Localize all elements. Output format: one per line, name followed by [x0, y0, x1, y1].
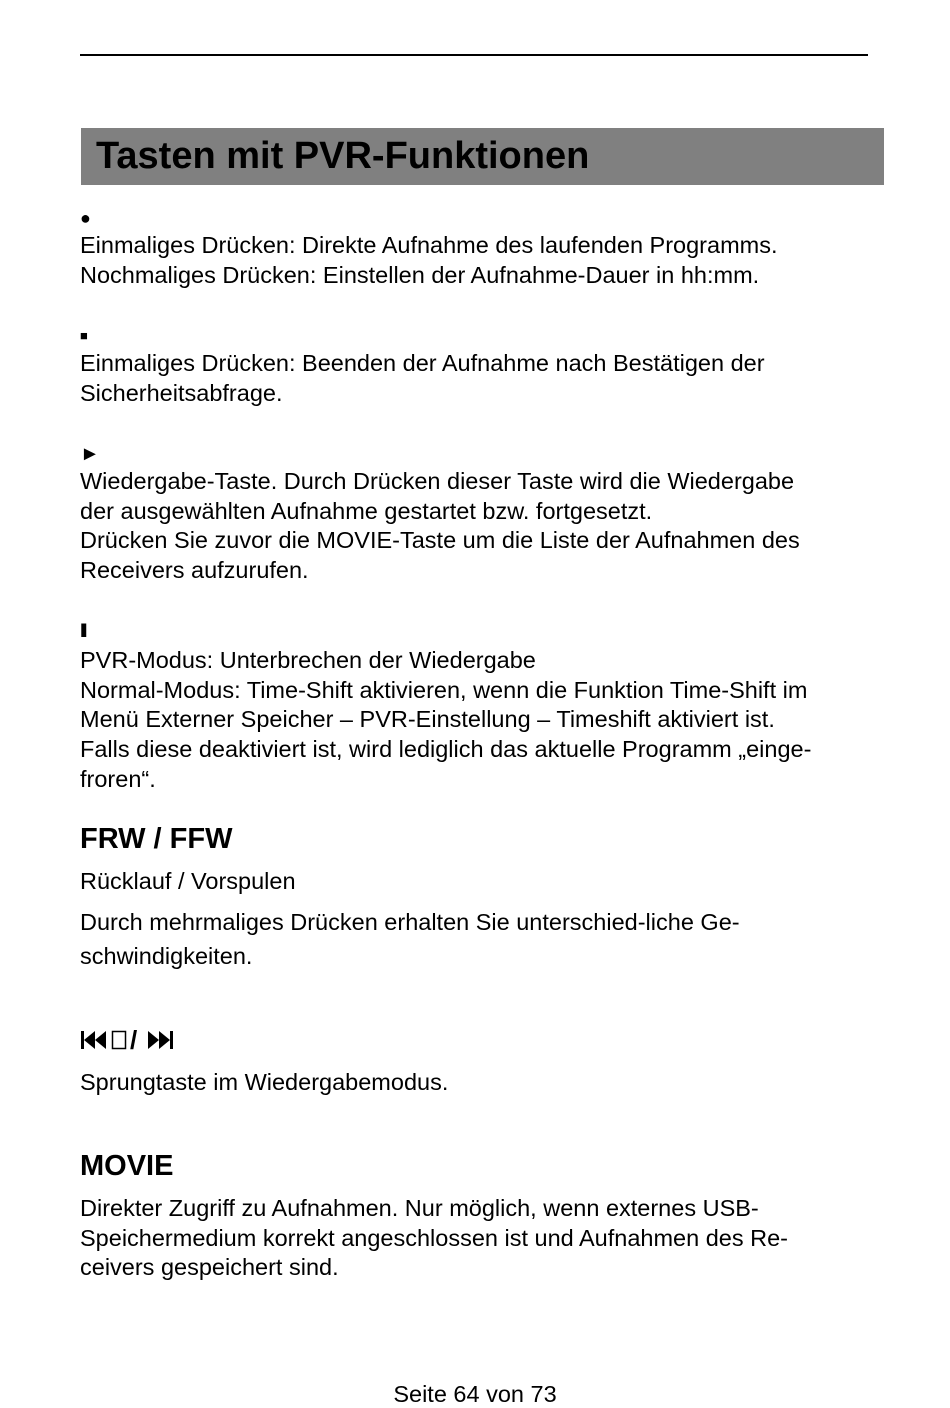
text-line: Sicherheitsabfrage.	[80, 379, 283, 406]
movie-heading: MOVIE	[80, 1150, 174, 1182]
movie-description	[80, 1194, 890, 1283]
text-line: Speichermedium korrekt angeschlossen ist und Aufnahmen des Re-	[80, 1224, 788, 1251]
play-description	[80, 467, 890, 586]
skip-icons	[80, 1026, 174, 1054]
missing-glyph-box-icon	[111, 1029, 127, 1051]
text-line: Falls diese deaktiviert ist, wird lediglich das aktuelle Programm „einge-	[80, 736, 812, 763]
text-line: Sprungtaste im Wiedergabemodus.	[80, 1069, 449, 1095]
text-line: der ausgewählten Aufnahme gestartet bzw. fortgesetzt.	[80, 497, 653, 524]
text-line: Normal-Modus: Time-Shift aktivieren, wenn die Funktion Time-Shift im	[80, 676, 808, 703]
text-line: schwindigkeiten.	[80, 943, 253, 969]
frw-ffw-description	[80, 905, 890, 973]
text-line: Wiedergabe-Taste. Durch Drücken dieser Taste wird die Wiedergabe	[80, 468, 795, 494]
text-line: Einmaliges Drücken: Direkte Aufnahme des laufenden Programms.	[80, 232, 778, 258]
text-line: froren“.	[80, 765, 156, 792]
top-rule	[80, 54, 868, 56]
play-triangle-icon: ►	[80, 443, 100, 465]
pause-description	[80, 646, 890, 795]
frw-ffw-heading: FRW / FFW	[80, 823, 233, 855]
text-line: Durch mehrmaliges Drücken erhalten Sie unterschied-liche Ge-	[80, 909, 740, 935]
record-dot-icon: ●	[80, 208, 91, 228]
skip-description	[80, 1068, 890, 1098]
stop-description	[80, 349, 890, 408]
section-title-bar	[81, 128, 884, 185]
frw-ffw-subtitle	[80, 867, 890, 897]
page-number-footer: Seite 64 von 73	[393, 1381, 557, 1407]
text-line: ceivers gespeichert sind.	[80, 1254, 339, 1281]
text-line: Rücklauf / Vorspulen	[80, 868, 296, 894]
text-line: Nochmaliges Drücken: Einstellen der Aufnahme-Dauer in hh:mm.	[80, 261, 760, 288]
skip-previous-icon	[80, 1029, 108, 1051]
text-line: Receivers aufzurufen.	[80, 557, 309, 584]
text-line: PVR-Modus: Unterbrechen der Wiedergabe	[80, 647, 536, 673]
stop-square-icon: ■	[80, 328, 88, 343]
record-description	[80, 231, 890, 290]
text-line: Drücken Sie zuvor die MOVIE-Taste um die Liste der Aufnahmen des	[80, 527, 800, 554]
text-line: Direkter Zugriff zu Aufnahmen. Nur möglich, wenn externes USB-	[80, 1195, 759, 1221]
pause-bars-icon: II	[80, 621, 85, 642]
skip-next-icon	[146, 1029, 174, 1051]
text-line: Einmaliges Drücken: Beenden der Aufnahme nach Bestätigen der	[80, 350, 765, 376]
section-title: Tasten mit PVR-Funktionen	[96, 135, 590, 177]
text-line: Menü Externer Speicher – PVR-Einstellung – Timeshift aktiviert ist.	[80, 706, 775, 733]
skip-separator: /	[130, 1025, 138, 1055]
